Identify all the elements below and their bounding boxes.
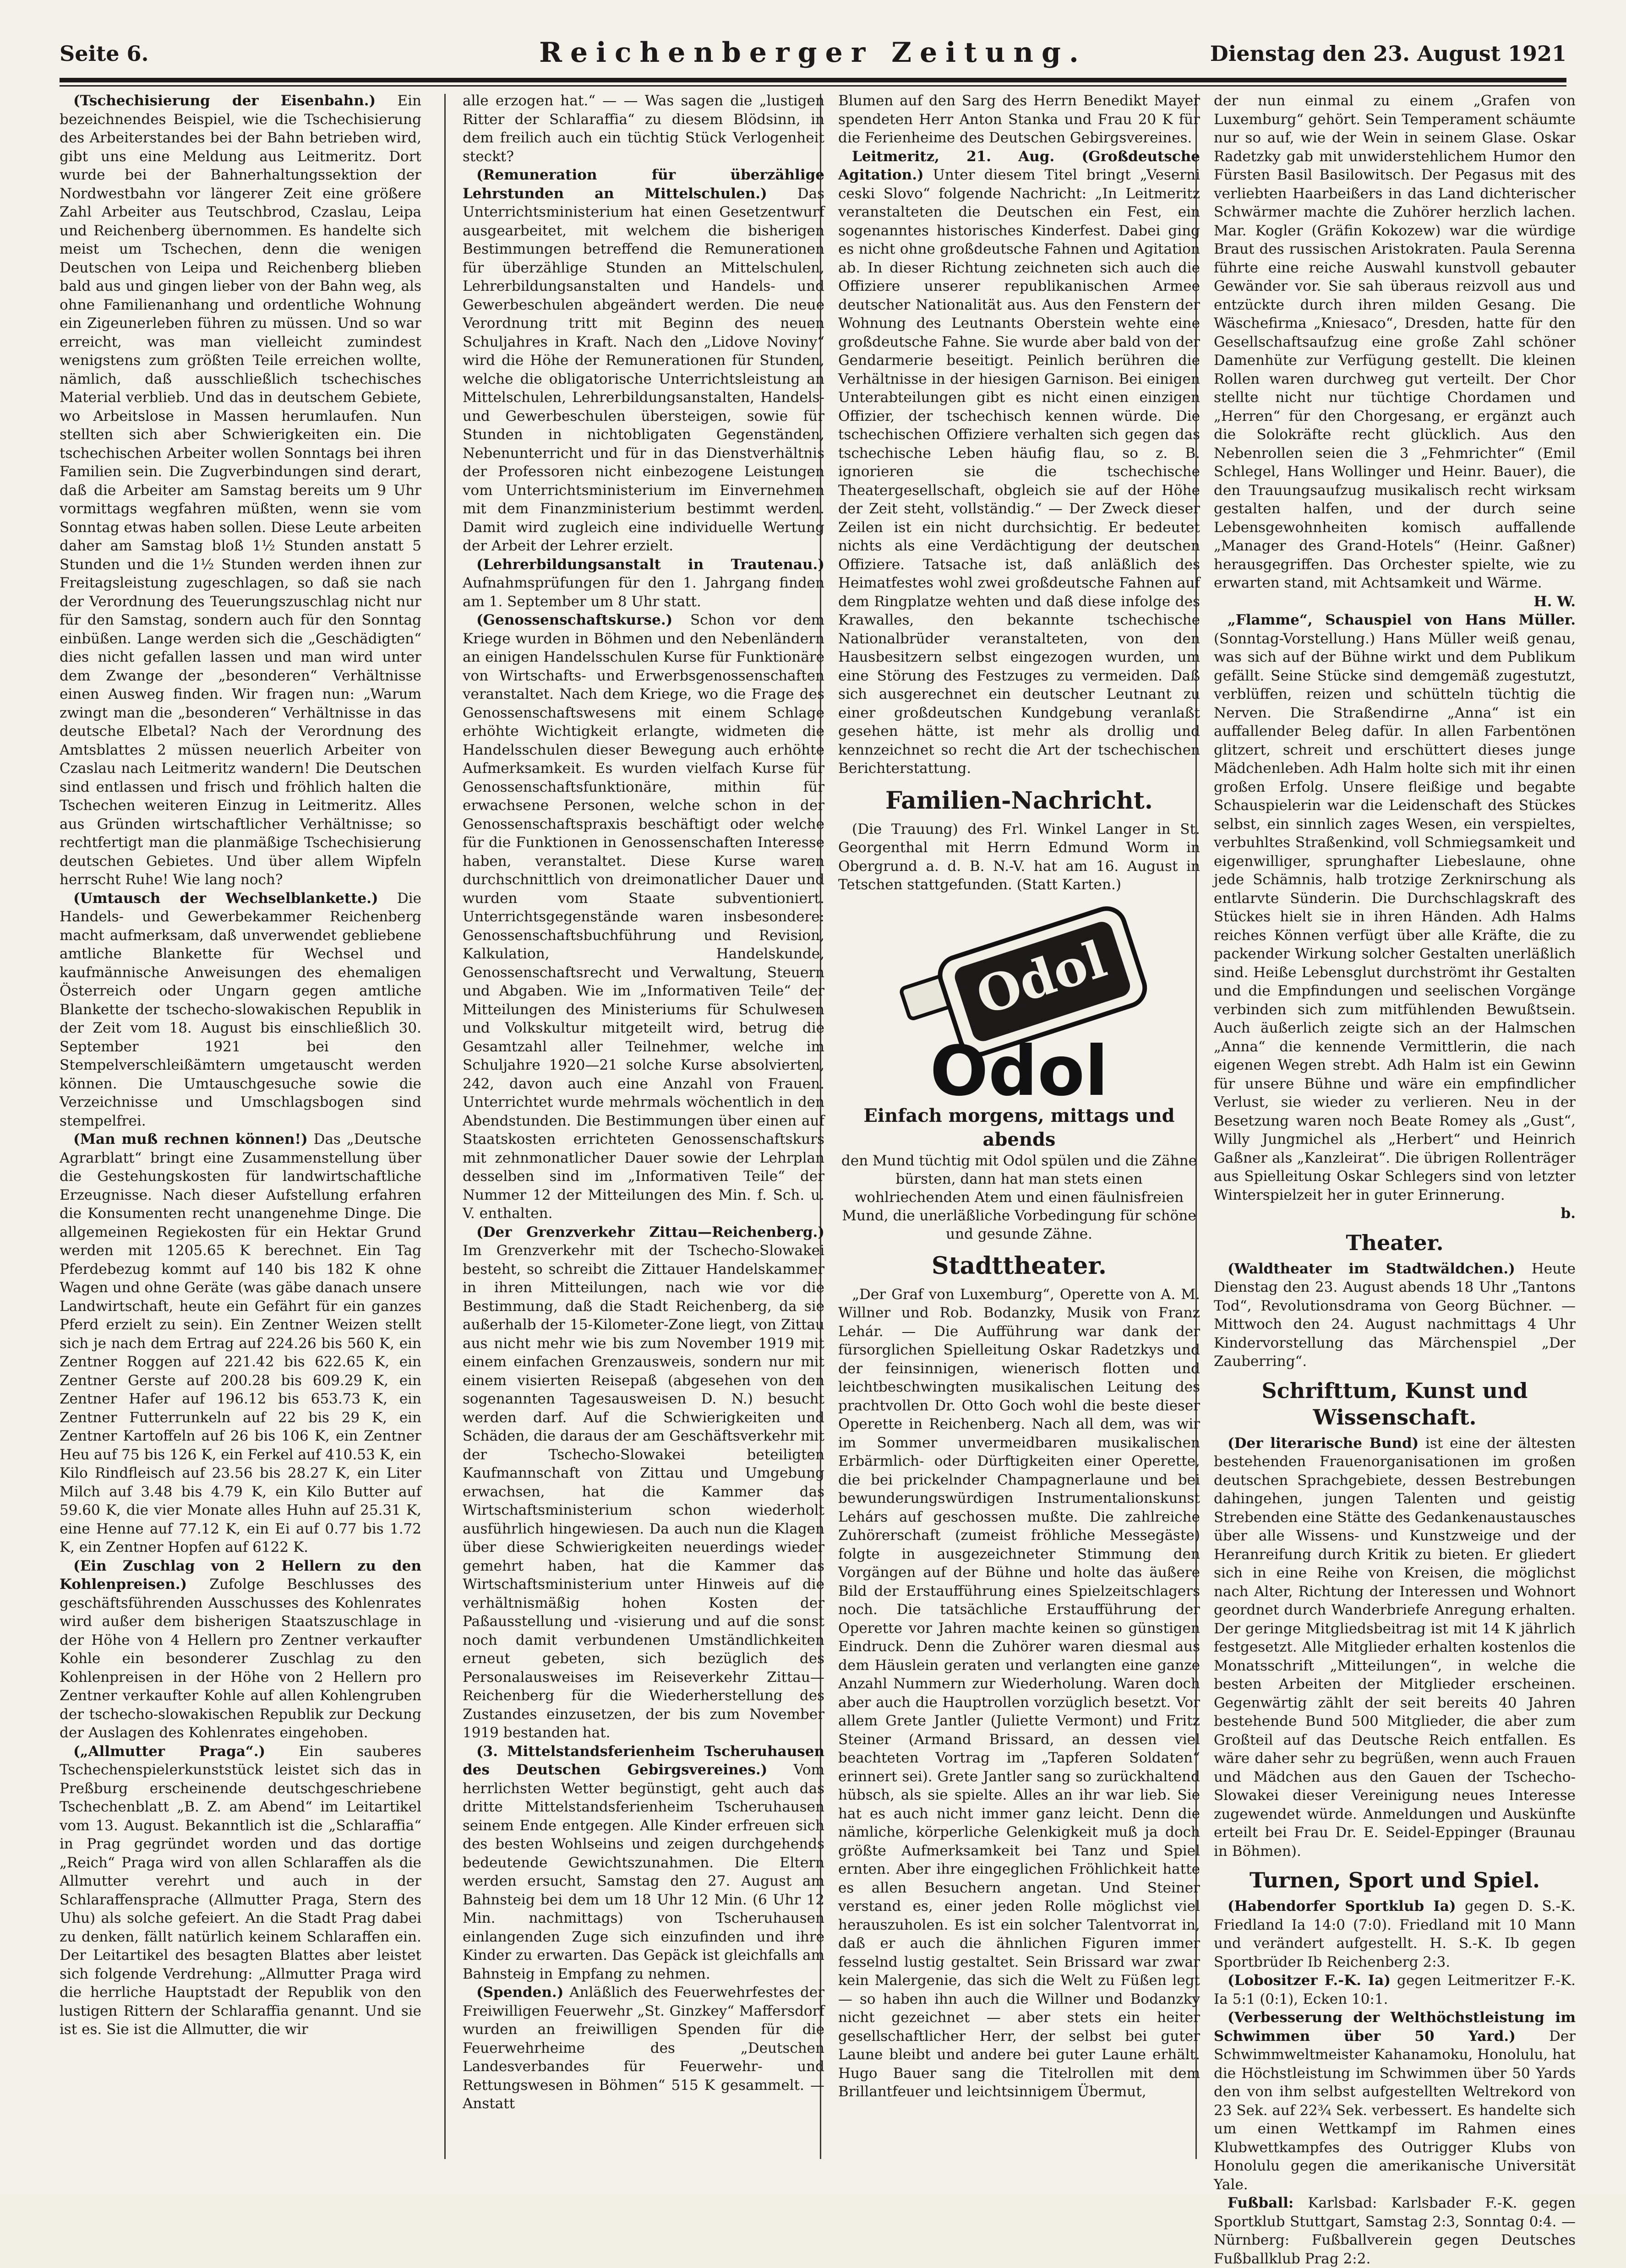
section-heading-family: Familien-Nachricht. [885, 786, 1153, 815]
article-body: Ein sauberes Tschechenspielerkunststück leistet sich das in Preßburg erscheinende deutschgeschriebene Tschechenblatt „B. Z. am Abend“ im Leitartikel vom 13. August. Bekanntlich ist die „Schlaraffia“ in Prag gegründet worden und das dortige „Reich“ Praga wird von allen Schlaraffen als die Allmutter verehrt und auch in der Schlaraffensprache (Allmutter Praga, Stern des Uhu) als solche gefeiert. An die Stadt Prag dabei zu denken, fällt natürlich keinem Schlaraffen ein. Der Leitartikel des besagten Blattes aber leistet sich folgende Verdrehung: „Allmutter Praga wird die herrliche Hauptstadt der Republik von den lustigen Rittern der Schlaraffia genannt. Und sie ist es. Sie ist die Allmutter, die wir [60, 1743, 422, 2038]
article-lead: (Spenden.) [476, 1984, 564, 2001]
sports-item [1214, 1897, 1576, 1971]
article-continuation [838, 92, 1200, 147]
section-heading-sports: Turnen, Sport und Spiel. [1249, 1868, 1540, 1893]
odol-advertisement [838, 907, 1200, 1243]
article-body: Ein bezeichnendes Beispiel, wie die Tschechisierung des Arbeiterstandes bei der Bahn betrieben wird, gibt uns eine Meldung aus Leitmeritz. Dort wurde bei der Bahnerhaltungssektion der Nordwestbahn vor längerer Zeit eine größere Zahl Arbeiter aus Teutschbrod, Czaslau, Leipa und Reichenberg übernommen. Es handelte sich meist um Tschechen, denn die wenigen Deutschen von Leipa und Reichenberg blieben bald aus und gingen lieber von der Bahn weg, als ohne Familienanhang und ordentliche Wohnung ein Zigeunerleben führen zu müssen. Und so war erreicht, was man vielleicht zumindest wenigstens zum größten Teile erreichen wollte, nämlich, daß ausschließlich tschechisches Material verblieb. Und das in deutschem Gebiete, wo Arbeitslose in Massen herumlaufen. Nun stellten sich aber Schwierigkeiten ein. Die tschechischen Arbeiter wollen Sonntags bei ihren Familien sein. Die Zugverbindungen sind derart, daß die Arbeiter am Samstag bereits um 9 Uhr vormittags wegfahren müßten, wenn sie vom Sonntag etwas haben sollen. Diese Leute arbeiten daher am Samstag bloß 1½ Stunden anstatt 5 Stunden und die 1½ Stunden werden ihnen zur Freitagsleistung zugeschlagen, so daß sie nach der Verordnung des Teuerungszuschlag nicht nur für den Samstag, sondern auch für den Sonntag einbüßen. Lange werden sich die „Geschädigten“ dies nicht gefallen lassen und man wird unter dem Zwange der „besonderen“ Verhältnisse einen Ausweg finden. Wir fragen nun: „Warum zwingt man die „besonderen“ Verhältnisse in das deutsche Elbetal? Nach der Verordnung des Amtsblattes 2 müssen neuerlich Arbeiter von Czaslau nach Leitmeritz wandern! Die Deutschen sind entlassen und frisch und fröhlich halten die Tschechen weiteren Einzug in Leitmeritz. Alles aus Gründen wirtschaftlicher Verhältnisse; so rechtfertigt man die planmäßige Tschechisierung deutschen Gebietes. Und über allem Wipfeln herrscht Ruhe! Wie lang noch? [60, 92, 421, 888]
article-lead: (Remuneration für überzählige Lehrstunden an Mittelschulen.) [463, 167, 824, 202]
article-cooperative-courses [463, 611, 824, 1223]
article-body: Schon vor dem Kriege wurden in Böhmen und den Nebenländern an einigen Handelsschulen Kurse für Funktionäre von Wirtschafts- und Erwerbsgenossenschaften veranstaltet. Nach dem Kriege, wo die Frage des Genossenschaftswesens mit einem Schlage erhöhte Wichtigkeit erlangte, widmeten die Handelsschulen dieser Bewegung auch erhöhte Aufmerksamkeit. Es wurden vielfach Kurse für Genossenschaftsfunktionäre, mithin für erwachsene Personen, welche schon in der Genossenschaftspraxis beschäftigt oder welche für die Funktionen in Genossenschaften Interesse haben, veranstaltet. Diese Kurse waren durchschnittlich von dreimonatlicher Dauer und wurden vom Staate subventioniert. Unterrichtsgegenstände waren insbesondere: Genossenschaftsbuchführung und Revision, Kalkulation, Handelskunde, Genossenschaftsrecht und Verwaltung, Steuern und Abgaben. Wie im „Informativen Teile“ der Mitteilungen des Ministeriums für Schulwesen und Volkskultur mitgeteilt wird, betrug die Gesamtzahl aller Teilnehmer, welche im Schuljahre 1920—21 solche Kurse absolvierten, 242, davon auch eine Anzahl von Frauen. Unterrichtet wurde mehrmals wöchentlich in den Abendstunden. Die Bestimmungen über einen auf Staatskosten errichteten Genossenschaftskurs mit zehnmonatlicher Dauer sowie der Lehrplan desselben sind im „Informativen Teile“ der Nummer 12 der Mitteilungen des Min. f. Sch. u. V. enthalten. [463, 612, 824, 1222]
column-2 [463, 92, 824, 2161]
article-lead: (3. Mittelstandsferienheim Tscheruhausen des Deutschen Gebirgsvereines.) [463, 1743, 824, 1778]
sports-item [1214, 2194, 1576, 2268]
issue-date: Dienstag den 23. August 1921 [1210, 41, 1566, 66]
article-lead: (Lobositzer F.-K. Ia) [1228, 1972, 1391, 1989]
section-heading-theater: Theater. [1346, 1230, 1444, 1255]
article-body: Im Grenzverkehr mit der Tschecho-Slowakei besteht, so schreibt die Zittauer Handelskammer in ihren Mitteilungen, nach wie vor die Bestimmung, daß die Stadt Reichenberg, da sie außerhalb der 15-Kilometer-Zone liegt, von Zittau aus nicht mehr wie bis zum November 1919 mit einem einfachen Grenzausweis, sondern nur mit einem visierten Reisepaß (abgesehen von den sogenannten Tagesausweisen D. N.) besucht werden darf. Auf die Schwierigkeiten und Schäden, die daraus der am Geschäftsverkehr mit der Tschecho-Slowakei beteiligten Kaufmannschaft von Zittau und Umgebung erwachsen, hat die Kammer das Wirtschaftsministerium schon wiederholt ausführlich hingewiesen. Da auch nun die Klagen über diese Schwierigkeiten neuerdings wieder gemehrt haben, hat die Kammer das Wirtschaftsministerium unter Hinweis auf die verhältnismäßig hohen Kosten der Paßausstellung und -visierung und auf die sonst noch damit verbundenen Umständlichkeiten erneut gebeten, sich bezüglich des Personalausweises im Reiseverkehr Zittau—Reichenberg für die Wiederherstellung des Zustandes einzusetzen, der bis zum November 1919 bestanden hat. [463, 1242, 824, 1741]
author-signature: b. [1561, 1205, 1576, 1222]
article-border-traffic [463, 1223, 824, 1742]
column-3 [838, 92, 1200, 2161]
article-continuation [463, 92, 824, 166]
article-body: (Sonntag-Vorstellung.) Hans Müller weiß genau, was sich auf der Bühne wirkt und dem Publikum gefällt. Seine Stücke sind demgemäß zugestutzt, verblüffen, reizen und schütteln tüchtig die Nerven. Die Straßendirne „Anna“ ist ein auffallender Beleg dafür. In allen Farbentönen glitzert, schreit und erschüttert dieses junge Mädchenleben. Adh Halm holte sich mit ihr einen großen Erfolg. Unsere fleißige und begabte Schauspielerin war die Leidenschaft des Stückes selbst, ein sinnlich zages Wesen, ein verspieltes, verbuhltes Straßenkind, voll Schmiegsamkeit und eigenwilliger, sprunghafter Liebeslaune, ohne jede Schämnis, halb trotzige Zerknirschung als entlarvte Sünderin. Die Durchschlagskraft des Stückes hielt sie in ihren Händen. Adh Halms reiches Können verfügt über alle Kräfte, die zu packender Wirkung solcher Gestalten unerläßlich sind. Heiße Lebensglut durchströmt ihr Gestalten und die Empfindungen und seelischen Vorgänge verbinden sich zum mitfühlenden Bewußtsein. Auch äußerlich zeigte sich an der Halmschen „Anna“ die kennende Vermittlerin, die nach eigenen Wegen strebt. Adh Halm ist ein Gewinn für unsere Bühne und wäre ein empfindlicher Verlust, sie wieder zu verlieren. Neu in der Besetzung waren noch Beate Romey als „Gust“, Willy Jungmichel als „Herbert“ und Heinrich Gaßner als „Kanzleirat“. Die übrigen Rollenträger aus Spielleitung Oskar Schlegers sind von letzter Winterspielzeit her in guter Erinnerung. [1214, 630, 1576, 1203]
article-lead: „Flamme“, Schauspiel von Hans Müller. [1228, 612, 1576, 628]
article-body: Anläßlich des Feuerwehrfestes der Freiwilligen Feuerwehr „St. Ginzkey“ Maffersdorf wurden an freiwilligen Spenden für die Feuerwehrheime des „Deutschen Landesverbandes für Feuerwehr- und Rettungswesen in Böhmen“ 515 K gesammelt. — Anstatt [463, 1984, 824, 2112]
article-body: Aufnahmsprüfungen für den 1. Jahrgang finden am 1. September um 8 Uhr statt. [463, 575, 824, 610]
article-allmutter-praga [60, 1742, 421, 2039]
article-body: Die Handels- und Gewerbekammer Reichenberg macht aufmerksam, daß unverwendet gebliebene amtliche Blankette für Wechsel und kaufmännische Anweisungen des ehemaligen Österreich oder Ungarn gegen amtliche Blankette der tschecho-slowakischen Republik in der Zeit vom 18. August bis einschließlich 30. September 1921 bei den Stempelverschleißämtern umgetauscht werden können. Die Umtauschgesuche sowie die Verzeichnisse und Umschlagsbogen sind stempelfrei. [60, 890, 421, 1129]
article-continuation [1214, 92, 1576, 593]
column-4 [1214, 92, 1576, 2267]
article-body: Karlsbad: Karlsbader F.-K. gegen Sportklub Stuttgart, Samstag 2:3, Sonntag 0:4. — Nürnberg: Fußballverein gegen Deutsches Fußballklub Prag 2:2. [1214, 2195, 1576, 2267]
sports-item [1214, 2008, 1576, 2194]
article-calculation [60, 1130, 421, 1557]
literature-article [1214, 1434, 1576, 1861]
newspaper-title: Reichenberger Zeitung. [539, 37, 1087, 69]
article-body: alle erzogen hat.“ — — Was sagen die „lustigen Ritter der Schlaraffia“ zu diesem Blödsinn, in dem freilich auch ein tüchtig Stück Verlogenheit steckt? [463, 92, 824, 165]
article-lead: Leitmeritz, 21. Aug. (Großdeutsche Agitation.) [838, 148, 1200, 183]
ad-headline: Einfach morgens, mittags und abends [863, 1104, 1175, 1150]
article-body: Der Schwimmweltmeister Kahanamoku, Honolulu, hat die Höchstleistung im Schwimmen über 50 Yards den von ihm selbst aufgestellten Weltrekord von 23 Sek. auf 22¾ Sek. verbessert. Es handelte sich um einen Wettkampf im Rahmen eines Klubwettkampfes des Outrigger Klubs von Honolulu gegen die amerikanische Universität Yale. [1214, 2028, 1576, 2193]
article-lead: (Tschechisierung der Eisenbahn.) [73, 92, 376, 109]
article-body: gegen D. S.-K. Friedland Ia 14:0 (7:0). Friedland mit 10 Mann und verändert aufgestellt. H. S.-K. Ib gegen Sportbrüder Ib Reichenberg 2:3. [1214, 1898, 1576, 1970]
review-flamme [1214, 611, 1576, 1204]
article-lead: (Der Grenzverkehr Zittau—Reichenberg.) [476, 1224, 824, 1240]
article-donations [463, 1983, 824, 2113]
bottle-brand: Odol [969, 929, 1113, 1026]
article-railway [60, 92, 421, 889]
page-header [60, 32, 1566, 82]
theatre-review [838, 1285, 1200, 2101]
article-body: Das „Deutsche Agrarblatt“ bringt eine Zusammenstellung über die Gestehungskosten für landwirtschaftliche Erzeugnisse. Nach dieser Aufstellung erfahren die Konsumenten recht unangenehme Dinge. Die allgemeinen Regiekosten für ein Hektar Grund werden mit 1205.65 K berechnet. Ein Tag Pferdebezug kommt auf 140 bis 182 K ohne Wagen und ohne Geräte (was gäbe danach unsere Landwirtschaft, heute ein Gefährt für ein ganzes Pferd erzielt zu sein). Ein Zentner Weizen stellt sich je nach dem Ertrag auf 224.26 bis 560 K, ein Zentner Roggen auf 221.42 bis 622.65 K, ein Zentner Gerste auf 200.28 bis 609.29 K, ein Zentner Hafer auf 196.12 bis 653.73 K, ein Zentner Futterrunkeln auf 22 bis 29 K, ein Zentner Kartoffeln auf 26 bis 106 K, ein Zentner Heu auf 75 bis 126 K, ein Ferkel auf 410.53 K, ein Kilo Rindfleisch auf 23.56 bis 28.27 K, ein Liter Milch auf 3.48 bis 4.79 K, ein Kilo Butter auf 59.60 K, die vier Monate alles Huhn auf 25.31 K, eine Henne auf 77.12 K, ein Ei auf 0.77 bis 1.72 K, ein Zentner Hopfen auf 6122 K. [60, 1131, 421, 1556]
article-lead: (Umtausch der Wechselblankette.) [73, 890, 378, 907]
article-lead: (Waldtheater im Stadtwäldchen.) [1228, 1260, 1515, 1277]
article-holiday-home [463, 1742, 824, 1984]
article-lead: (Ein Zuschlag von 2 Hellern zu den Kohlenpreisen.) [60, 1557, 421, 1593]
header-rule [60, 78, 1566, 82]
article-body: (Die Trauung) des Frl. Winkel Langer in St. Georgenthal mit Herrn Edmund Worm in Obergrund a. d. B. N.-V. hat am 16. August in Tetschen stattgefunden. (Statt Karten.) [838, 821, 1200, 893]
article-lead: (Lehrerbildungsanstalt in Trautenau.) [476, 556, 824, 573]
sports-item [1214, 1971, 1576, 2008]
column-divider [444, 94, 446, 2159]
article-body: der nun einmal zu einem „Grafen von Luxemburg“ gehört. Sein Temperament schäumte nur so auf, wie der Wein in seinem Glase. Oskar Radetzky gab mit unwiderstehlichem Humor den Fürsten Basil Basilowitsch. Der Pegasus mit des verliebten Haarbeißers in das Land dichterischer Schwärmer machte die Zuhörer herzlich lachen. Mar. Kogler (Gräfin Kokozew) war die würdige Braut des russischen Aristokraten. Paula Serenna führte eine reiche Auswahl kunstvoll gebauter Gewänder vor. Sie sah überaus reizvoll aus und entzückte durch ihren milden Gesang. Die Wäschefirma „Kniesaco“, Dresden, hatte für den Gesellschaftsaufzug eine große Zahl schöner Damenhüte zur Verfügung gestellt. Die kleinen Rollen waren durchweg gut verteilt. Der Chor stellte nicht nur tüchtige Chordamen und „Herren“ für den Chorgesang, er ergänzt auch die Solokräfte recht glücklich. Aus den Nebenrollen seien die 3 „Fehmrichter“ (Emil Schlegel, Hans Wollinger und Heinr. Bauer), die den Trauungsaufzug musikalisch recht wirksam gestalten halfen, und der durch seine Lebensgewohnheiten komisch auffallende „Manager des Grand-Hotels“ (Heinr. Gaßner) herausgegriffen. Das Orchester spielte, wie zu erwarten stand, mit Achtsamkeit und Wärme. [1214, 92, 1576, 591]
theater-notice [1214, 1260, 1576, 1371]
ad-brand-name: Odol [930, 1031, 1108, 1111]
article-lead: Fußball: [1228, 2195, 1294, 2211]
article-body: Heute Dienstag den 23. August abends 18 Uhr „Tantons Tod“, Revolutionsdrama von Georg Büchner. — Mittwoch den 24. August nachmittags 4 Uhr Kindervorstellung das Märchenspiel „Der Zauberring“. [1214, 1260, 1576, 1370]
section-heading-literature: Schrifttum, Kunst und Wissenschaft. [1261, 1378, 1528, 1430]
author-signature: H. W. [1533, 593, 1576, 610]
article-lead: (Der literarische Bund) [1228, 1435, 1419, 1452]
article-coal-prices [60, 1557, 421, 1742]
page-number: Seite 6. [60, 41, 149, 66]
article-trautenau [463, 555, 824, 611]
header-rule-thin [60, 85, 1566, 87]
odol-bottle-illustration [859, 907, 1179, 1111]
article-body: Vom herrlichsten Wetter begünstigt, geht auch das dritte Mittelstandsferienheim Tscheruhausen seinem Ende entgegen. Alle Kinder erfreuen sich des besten Wohlseins und zeigen durchgehends bedeutende Gewichtszunahmen. Die Eltern werden ersucht, Samstag den 27. August am Bahnsteig bei dem um 18 Uhr 12 Min. (6 Uhr 12 Min. nachmittags) von Tscheruhausen einlangenden Zuge sich einzufinden und ihre Kinder zu erwarten. Das Gepäck ist gleichfalls am Bahnsteig in Empfang zu nehmen. [463, 1762, 824, 1982]
family-notice [838, 820, 1200, 894]
article-lead: („Allmutter Praga“.) [73, 1743, 266, 1760]
article-body: Blumen auf den Sarg des Herrn Benedikt Mayer spendeten Herr Anton Stanka und Frau 20 K für die Ferienheime des Deutschen Gebirgsvereines. [838, 92, 1200, 146]
article-lead: (Man muß rechnen können!) [73, 1131, 308, 1148]
article-remuneration [463, 166, 824, 555]
column-1 [60, 92, 421, 2161]
ad-text: den Mund tüchtig mit Odol spülen und die Zähne bürsten, dann hat man stets einen wohlriechenden Atem und einen fäulnisfreien Mund, die unerläßliche Vorbedingung für schöne und gesunde Zähne. [841, 1152, 1197, 1242]
article-agitation [838, 147, 1200, 778]
article-bill-forms [60, 889, 421, 1131]
article-body: Das Unterrichtsministerium hat einen Gesetzentwurf ausgearbeitet, mit welchem die bisherigen Bestimmungen betreffend die Remunerationen für überzählige Stunden an Mittelschulen, Lehrerbildungsanstalten und Handels- und Gewerbeschulen abgeändert werden. Die neue Verordnung tritt mit Beginn des neuen Schuljahres in Kraft. Nach den „Lidove Noviny“ wird die Höhe der Remunerationen für Stunden, welche die obligatorische Unterrichtsleistung an Mittelschulen, Lehrerbildungsanstalten, Handels- und Gewerbeschulen übersteigen, sowie für Stunden in nichtobligaten Gegenständen, Nebenunterricht und für in das Dienstverhältnis der Professoren nicht einbezogene Leistungen vom Unterrichtsministerium im Einvernehmen mit dem Finanzministerium bestimmt werden. Damit wird zugleich eine individuelle Wertung der Arbeit der Lehrer erzielt. [463, 185, 824, 554]
article-lead: (Verbesserung der Welthöchstleistung im Schwimmen über 50 Yard.) [1214, 2009, 1576, 2045]
article-lead: (Genossenschaftskurse.) [476, 612, 673, 628]
article-body: ist eine der ältesten bestehenden Frauenorganisationen im großen deutschen Sprachgebiete, dessen Bestrebungen dahingehen, jungen Talenten und geistig Strebenden eine Stätte des Gedankenaustausches über alle Wissens- und Kunstzweige und der Heranreifung durch Kritik zu bieten. Er gliedert sich in eine Reihe von Kreisen, die möglichst nach Alter, Richtung der Interessen und Wohnort geordnet durch Wanderbriefe Anregung erhalten. Der geringe Mitgliedsbeitrag ist mit 14 K jährlich festgesetzt. Alle Mitglieder erhalten kostenlos die Monatsschrift „Mitteilungen“, in welche die besten Arbeiten der Mitglieder erscheinen. Gegenwärtig zählt der seit bereits 40 Jahren bestehende Bund 500 Mitglieder, die aber zum Großteil auf das Deutsche Reich entfallen. Es wäre daher sehr zu begrüßen, wenn auch Frauen und Mädchen aus den Gauen der Tschecho-Slowakei dieser Vereinigung neues Interesse zugewendet würde. Anmeldungen und Auskünfte erteilt bei Frau Dr. E. Seidel-Eppinger (Braunau in Böhmen). [1214, 1435, 1576, 1860]
article-body: Unter diesem Titel bringt „Veserni ceski Slovo“ folgende Nachricht: „In Leitmeritz veranstalteten die Deutschen ein Fest, ein sogenanntes historisches Kinderfest. Dabei ging es nicht ohne großdeutsche Fahnen und Agitation ab. In dieser Richtung zeichneten sich auch die Offiziere unserer republikanischen Armee deutscher Nationalität aus. Aus den Fenstern der Wohnung des Leutnants Oberstein wehte eine großdeutsche Fahne. Sie wurde aber bald von der Gendarmerie beseitigt. Peinlich berühren die Verhältnisse in der hiesigen Garnison. Bei einigen Unterabteilungen gibt es nicht einen einzigen Offizier, der tschechisch kennen würde. Die tschechischen Offiziere verhalten sich gegen das tschechische Leben häufig flau, so z. B. ignorieren sie die tschechische Theatergesellschaft, obgleich sie auf der Höhe der Zeit steht, vollständig.“ — Der Zweck dieser Zeilen ist ein nicht durchsichtig. Er bedeutet nichts als eine Verdächtigung der deutschen Offiziere. Tatsache ist, daß anläßlich des Heimatfestes wohl zwei großdeutsche Fahnen auf dem Ringplatze wehten und daß diese infolge des Krawalles, den bekannte tschechische Nationalbrüder veranstalteten, von den Hausbesitzern selbst eingezogen wurden, um eine Störung des Festzuges zu vermeiden. Daß sich ausgerechnet ein deutscher Leutnant zu einer großdeutschen Kundgebung veranlaßt gesehen hätte, ist mehr als drollig und kennzeichnet so recht die Art der tschechischen Berichterstattung. [838, 167, 1200, 777]
article-body: Zufolge Beschlusses des geschäftsführenden Ausschusses des Kohlenrates wird außer dem bisherigen Staatszuschlage in der Höhe von 4 Hellern pro Zentner verkaufter Kohle ein besonderer Zuschlag zu den Kohlenpreisen in der Höhe von 2 Hellern pro Zentner verkaufter Kohle auf allen Kohlengruben der tschecho-slowakischen Republik zur Deckung der Auslagen des Kohlenrates eingehoben. [60, 1576, 421, 1741]
article-body: „Der Graf von Luxemburg“, Operette von A. M. Willner und Rob. Bodanzky, Musik von Franz Lehár. — Die Aufführung war dank der fürsorglichen Spielleitung Oskar Radetzkys und der feinsinnigen, wienerisch flotten und leichtbeschwingten musikalischen Leitung des prachtvollen Dr. Otto Goch wohl die beste dieser Operette in Reichenberg. Nach all dem, was wir im Sommer unvermeidbaren musikalischen Erbärmlich- oder Dürftigkeiten einer Operette, die bei prickelnder Champagnerlaune und bei bewunderungswürdigen Instrumentalionskunst Lehárs auf geschossen mußte. Die zahlreiche Zuhörerschaft (zumeist fröhliche Messegäste) folgte in ausgezeichneter Stimmung den Vorgängen auf der Bühne und holte das äußere Bild der Erstaufführung eines Spielzeitschlagers noch. Die tatsächliche Erstaufführung der Operette vor Jahren machte keinen so günstigen Eindruck. Denn die Zuhörer waren diesmal aus dem Häuslein geraten und verlangten eine ganze Anzahl Nummern zur Wiederholung. Waren doch aber auch die Hauptrollen vorzüglich besetzt. Vor allem Grete Jantler (Juliette Vermont) und Fritz Steiner (Armand Brissard, an dessen viel beachteten Vortrag im „Tapferen Soldaten“ erinnert sei). Grete Jantler sang so zurückhaltend hübsch, als sie spielte. Alles an ihr war lieb. Sie hat es auch nicht immer ganz leicht. Denn die nämliche, körperliche Gelenkigkeit muß ja doch größte Aufmerksamkeit bei Tanz und Spiel ernten. Aber ihre eingeglichen Fröhlichkeit hatte es allen Besuchern angetan. Und Steiner verstand es, einer jeden Rolle möglichst viel herauszuholen. Es ist ein solcher Talentvorrat in, daß er auch die ähnlichen Figuren immer fesselnd lustig gestaltet. Sein Brissard war zwar kein Malergenie, das sich die Welt zu Füßen legt — so haben ihn auch die Willner und Bodanzky nicht gezeichnet — aber stets ein heiter gesellschaftlicher Herr, der selbst bei guter Laune bleibt und andere bei guter Laune erhält. Hugo Bauer sang die Titelrollen mit dem Brillantfeuer und leichtsinnigem Übermut, [838, 1286, 1200, 2100]
article-body: gegen Leitmeritzer F.-K. Ia 5:1 (0:1), Ecken 10:1. [1214, 1972, 1576, 2007]
section-heading-theatre: Stadttheater. [931, 1251, 1107, 1280]
article-lead: (Habendorfer Sportklub Ia) [1228, 1898, 1456, 1914]
